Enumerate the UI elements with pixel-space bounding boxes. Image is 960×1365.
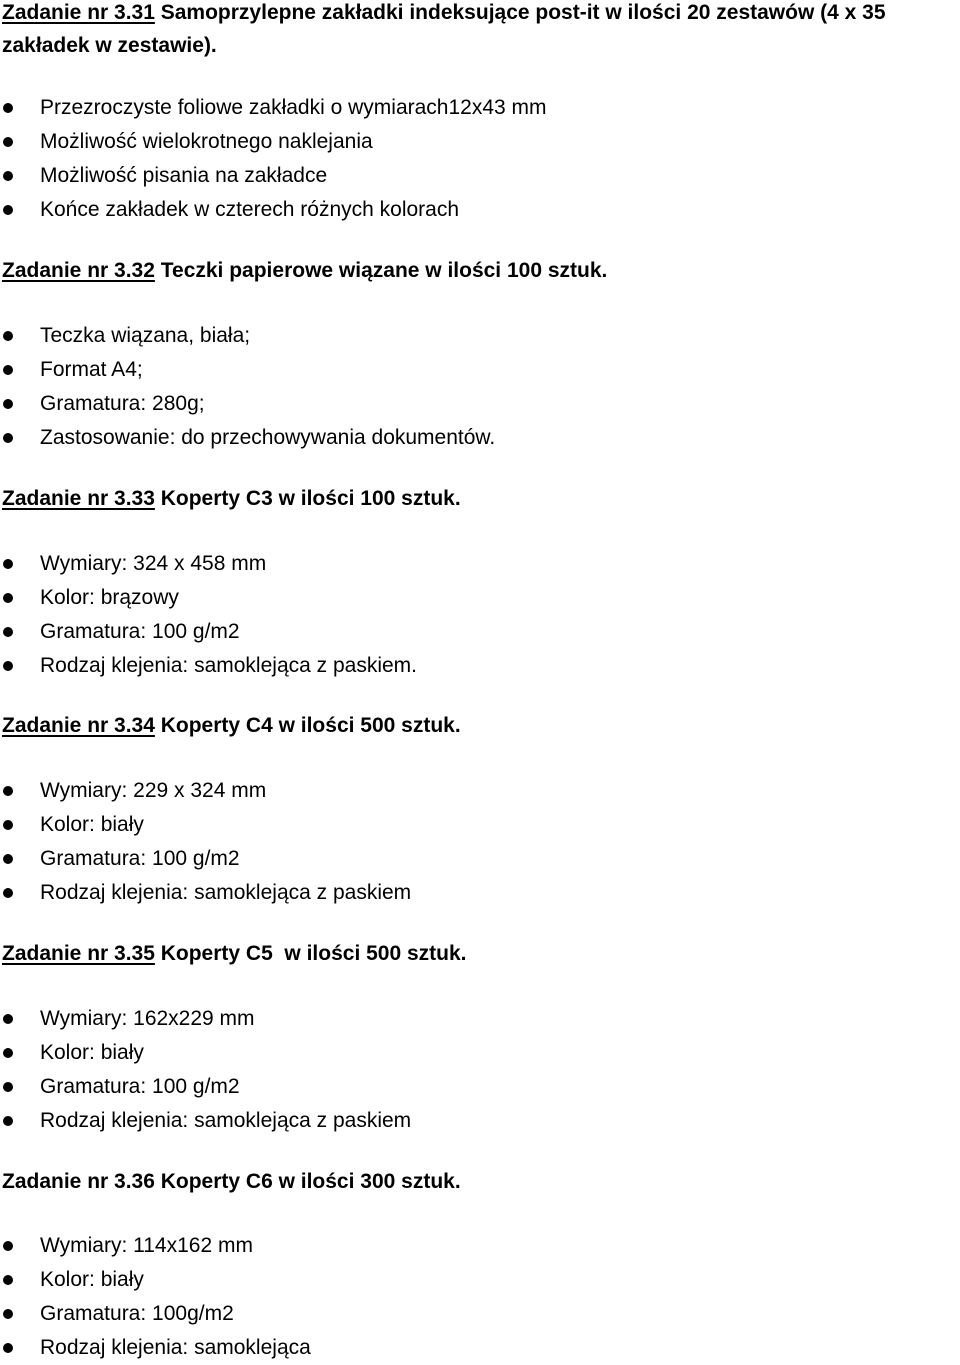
list-item: Zastosowanie: do przechowywania dokumentów. bbox=[0, 421, 495, 455]
task-number: Zadanie nr 3.35 bbox=[2, 942, 155, 965]
bullet-icon bbox=[3, 1309, 13, 1319]
spec-list-3-32 bbox=[0, 319, 495, 455]
task-title: Koperty C5 w ilości 500 sztuk. bbox=[154, 942, 467, 965]
bullet-icon bbox=[3, 559, 13, 569]
bullet-icon bbox=[3, 399, 13, 409]
spec-list-3-35 bbox=[0, 1002, 411, 1138]
list-item: Gramatura: 100 g/m2 bbox=[0, 842, 411, 876]
list-item: Teczka wiązana, biała; bbox=[0, 319, 495, 353]
list-item: Wymiary: 229 x 324 mm bbox=[0, 774, 411, 808]
bullet-icon bbox=[3, 433, 13, 443]
list-item: Gramatura: 280g; bbox=[0, 387, 495, 421]
list-item: Możliwość wielokrotnego naklejania bbox=[0, 125, 547, 159]
bullet-icon bbox=[3, 661, 13, 671]
list-item: Gramatura: 100 g/m2 bbox=[0, 1070, 411, 1104]
bullet-icon bbox=[3, 1241, 13, 1251]
bullet-icon bbox=[3, 137, 13, 147]
task-number: Zadanie nr 3.34 bbox=[2, 714, 155, 737]
task-number: Zadanie nr 3.33 bbox=[2, 487, 155, 510]
section-heading-3-36 bbox=[2, 1169, 461, 1195]
list-item: Kolor: biały bbox=[0, 1036, 411, 1070]
list-item: Możliwość pisania na zakładce bbox=[0, 159, 547, 193]
bullet-icon bbox=[3, 1275, 13, 1285]
task-number: Zadanie nr 3.31 bbox=[2, 1, 155, 24]
bullet-icon bbox=[3, 820, 13, 830]
task-title: Teczki papierowe wiązane w ilości 100 sztuk. bbox=[154, 259, 608, 282]
bullet-icon bbox=[3, 888, 13, 898]
bullet-icon bbox=[3, 1082, 13, 1092]
list-item: Kolor: biały bbox=[0, 808, 411, 842]
list-item: Kolor: biały bbox=[0, 1263, 311, 1297]
list-item: Gramatura: 100 g/m2 bbox=[0, 615, 417, 649]
list-item: Rodzaj klejenia: samoklejąca z paskiem bbox=[0, 876, 411, 910]
bullet-icon bbox=[3, 854, 13, 864]
bullet-icon bbox=[3, 1014, 13, 1024]
task-title: Zadanie nr 3.36 Koperty C6 w ilości 300 sztuk. bbox=[2, 1170, 461, 1193]
bullet-icon bbox=[3, 365, 13, 375]
spec-list-3-36 bbox=[0, 1229, 311, 1365]
list-item: Rodzaj klejenia: samoklejąca z paskiem. bbox=[0, 649, 417, 683]
list-item: Końce zakładek w czterech różnych kolorach bbox=[0, 193, 547, 227]
list-item: Przezroczyste foliowe zakładki o wymiarach12x43 mm bbox=[0, 91, 547, 125]
section-heading-3-32 bbox=[2, 258, 607, 284]
section-heading-3-31 bbox=[2, 0, 952, 62]
task-title: Samoprzylepne zakładki indeksujące post-it w ilości 20 zestawów (4 x 35 zakładek w zestawie). bbox=[2, 1, 886, 57]
list-item: Rodzaj klejenia: samoklejąca z paskiem bbox=[0, 1104, 411, 1138]
spec-list-3-33 bbox=[0, 547, 417, 683]
bullet-icon bbox=[3, 1048, 13, 1058]
bullet-icon bbox=[3, 593, 13, 603]
list-item: Gramatura: 100g/m2 bbox=[0, 1297, 311, 1331]
list-item: Wymiary: 324 x 458 mm bbox=[0, 547, 417, 581]
bullet-icon bbox=[3, 627, 13, 637]
task-number: Zadanie nr 3.32 bbox=[2, 259, 155, 282]
task-title: Koperty C3 w ilości 100 sztuk. bbox=[154, 487, 461, 510]
section-heading-3-34 bbox=[2, 713, 461, 739]
bullet-icon bbox=[3, 103, 13, 113]
task-title: Koperty C4 w ilości 500 sztuk. bbox=[154, 714, 461, 737]
list-item: Wymiary: 114x162 mm bbox=[0, 1229, 311, 1263]
bullet-icon bbox=[3, 171, 13, 181]
bullet-icon bbox=[3, 786, 13, 796]
spec-list-3-31 bbox=[0, 91, 547, 227]
list-item: Rodzaj klejenia: samoklejąca bbox=[0, 1331, 311, 1365]
spec-list-3-34 bbox=[0, 774, 411, 910]
bullet-icon bbox=[3, 331, 13, 341]
section-heading-3-35 bbox=[2, 941, 467, 967]
list-item: Wymiary: 162x229 mm bbox=[0, 1002, 411, 1036]
section-heading-3-33 bbox=[2, 486, 461, 512]
list-item: Format A4; bbox=[0, 353, 495, 387]
bullet-icon bbox=[3, 205, 13, 215]
bullet-icon bbox=[3, 1343, 13, 1353]
bullet-icon bbox=[3, 1116, 13, 1126]
list-item: Kolor: brązowy bbox=[0, 581, 417, 615]
